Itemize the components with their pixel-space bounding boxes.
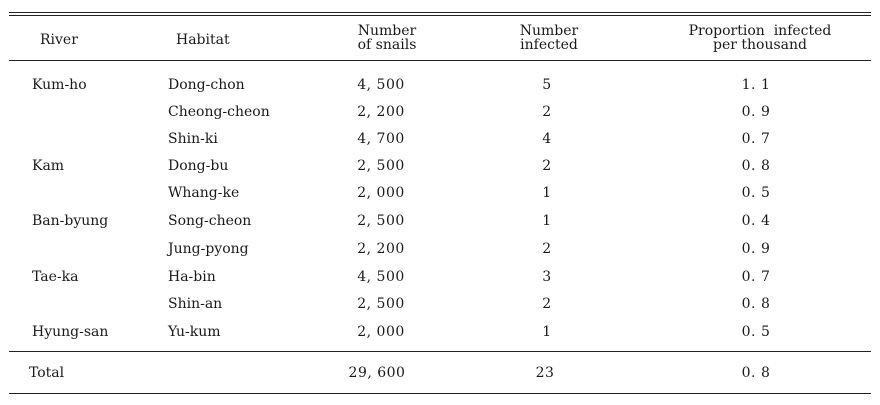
cell-habitat: Shin-an: [168, 296, 223, 312]
cell-proportion: 0. 5: [741, 324, 771, 340]
cell-proportion: 0. 8: [741, 158, 771, 174]
header-river: River: [40, 32, 78, 48]
total-infected: 23: [535, 365, 555, 381]
cell-snails: 2, 500: [357, 213, 405, 229]
cell-infected: 1: [542, 213, 552, 229]
cell-river: Hyung-san: [32, 324, 109, 340]
cell-infected: 3: [542, 269, 552, 285]
cell-snails: 2, 200: [357, 104, 405, 120]
cell-habitat: Song-cheon: [168, 213, 252, 229]
cell-proportion: 0. 7: [741, 269, 771, 285]
cell-infected: 2: [542, 158, 552, 174]
cell-habitat: Dong-bu: [168, 158, 229, 174]
cell-habitat: Cheong-cheon: [168, 104, 270, 120]
header-proportion-line1: Proportion infected: [688, 23, 832, 39]
cell-proportion: 0. 7: [741, 131, 771, 147]
cell-snails: 4, 700: [357, 131, 405, 147]
cell-infected: 1: [542, 185, 552, 201]
cell-proportion: 1. 1: [741, 77, 771, 93]
cell-proportion: 0. 8: [741, 296, 771, 312]
cell-habitat: Dong-chon: [168, 77, 245, 93]
cell-habitat: Whang-ke: [168, 185, 240, 201]
cell-proportion: 0. 4: [741, 213, 771, 229]
header-rule: [9, 60, 871, 61]
cell-infected: 2: [542, 296, 552, 312]
cell-snails: 2, 000: [357, 185, 405, 201]
cell-infected: 2: [542, 241, 552, 257]
cell-proportion: 0. 5: [741, 185, 771, 201]
header-proportion-line2: per thousand: [713, 37, 807, 53]
cell-river: Kum-ho: [32, 77, 87, 93]
cell-snails: 2, 000: [357, 324, 405, 340]
cell-river: Ban-byung: [32, 213, 109, 229]
cell-habitat: Ha-bin: [168, 269, 216, 285]
cell-infected: 2: [542, 104, 552, 120]
cell-river: Kam: [32, 158, 65, 174]
total-rule: [9, 351, 871, 352]
snail-infection-table: [9, 12, 871, 394]
cell-habitat: Shin-ki: [168, 131, 218, 147]
cell-snails: 2, 500: [357, 158, 405, 174]
top-rule: [9, 12, 871, 13]
cell-proportion: 0. 9: [741, 241, 771, 257]
cell-infected: 5: [542, 77, 552, 93]
cell-proportion: 0. 9: [741, 104, 771, 120]
header-infected-line2: infected: [520, 37, 578, 53]
total-snails: 29, 600: [348, 365, 406, 381]
cell-snails: 2, 200: [357, 241, 405, 257]
cell-river: Tae-ka: [32, 269, 79, 285]
header-habitat: Habitat: [176, 32, 230, 48]
top-rule-double: [9, 15, 871, 16]
total-label: Total: [29, 365, 65, 381]
cell-habitat: Yu-kum: [168, 324, 221, 340]
cell-snails: 4, 500: [357, 269, 405, 285]
cell-infected: 1: [542, 324, 552, 340]
header-snails-line1: Number: [357, 23, 417, 39]
header-infected-line1: Number: [519, 23, 579, 39]
cell-habitat: Jung-pyong: [168, 241, 249, 257]
cell-snails: 4, 500: [357, 77, 405, 93]
header-snails-line2: of snails: [357, 37, 417, 53]
cell-infected: 4: [542, 131, 552, 147]
cell-snails: 2, 500: [357, 296, 405, 312]
bottom-rule: [9, 393, 871, 394]
total-proportion: 0. 8: [741, 365, 771, 381]
